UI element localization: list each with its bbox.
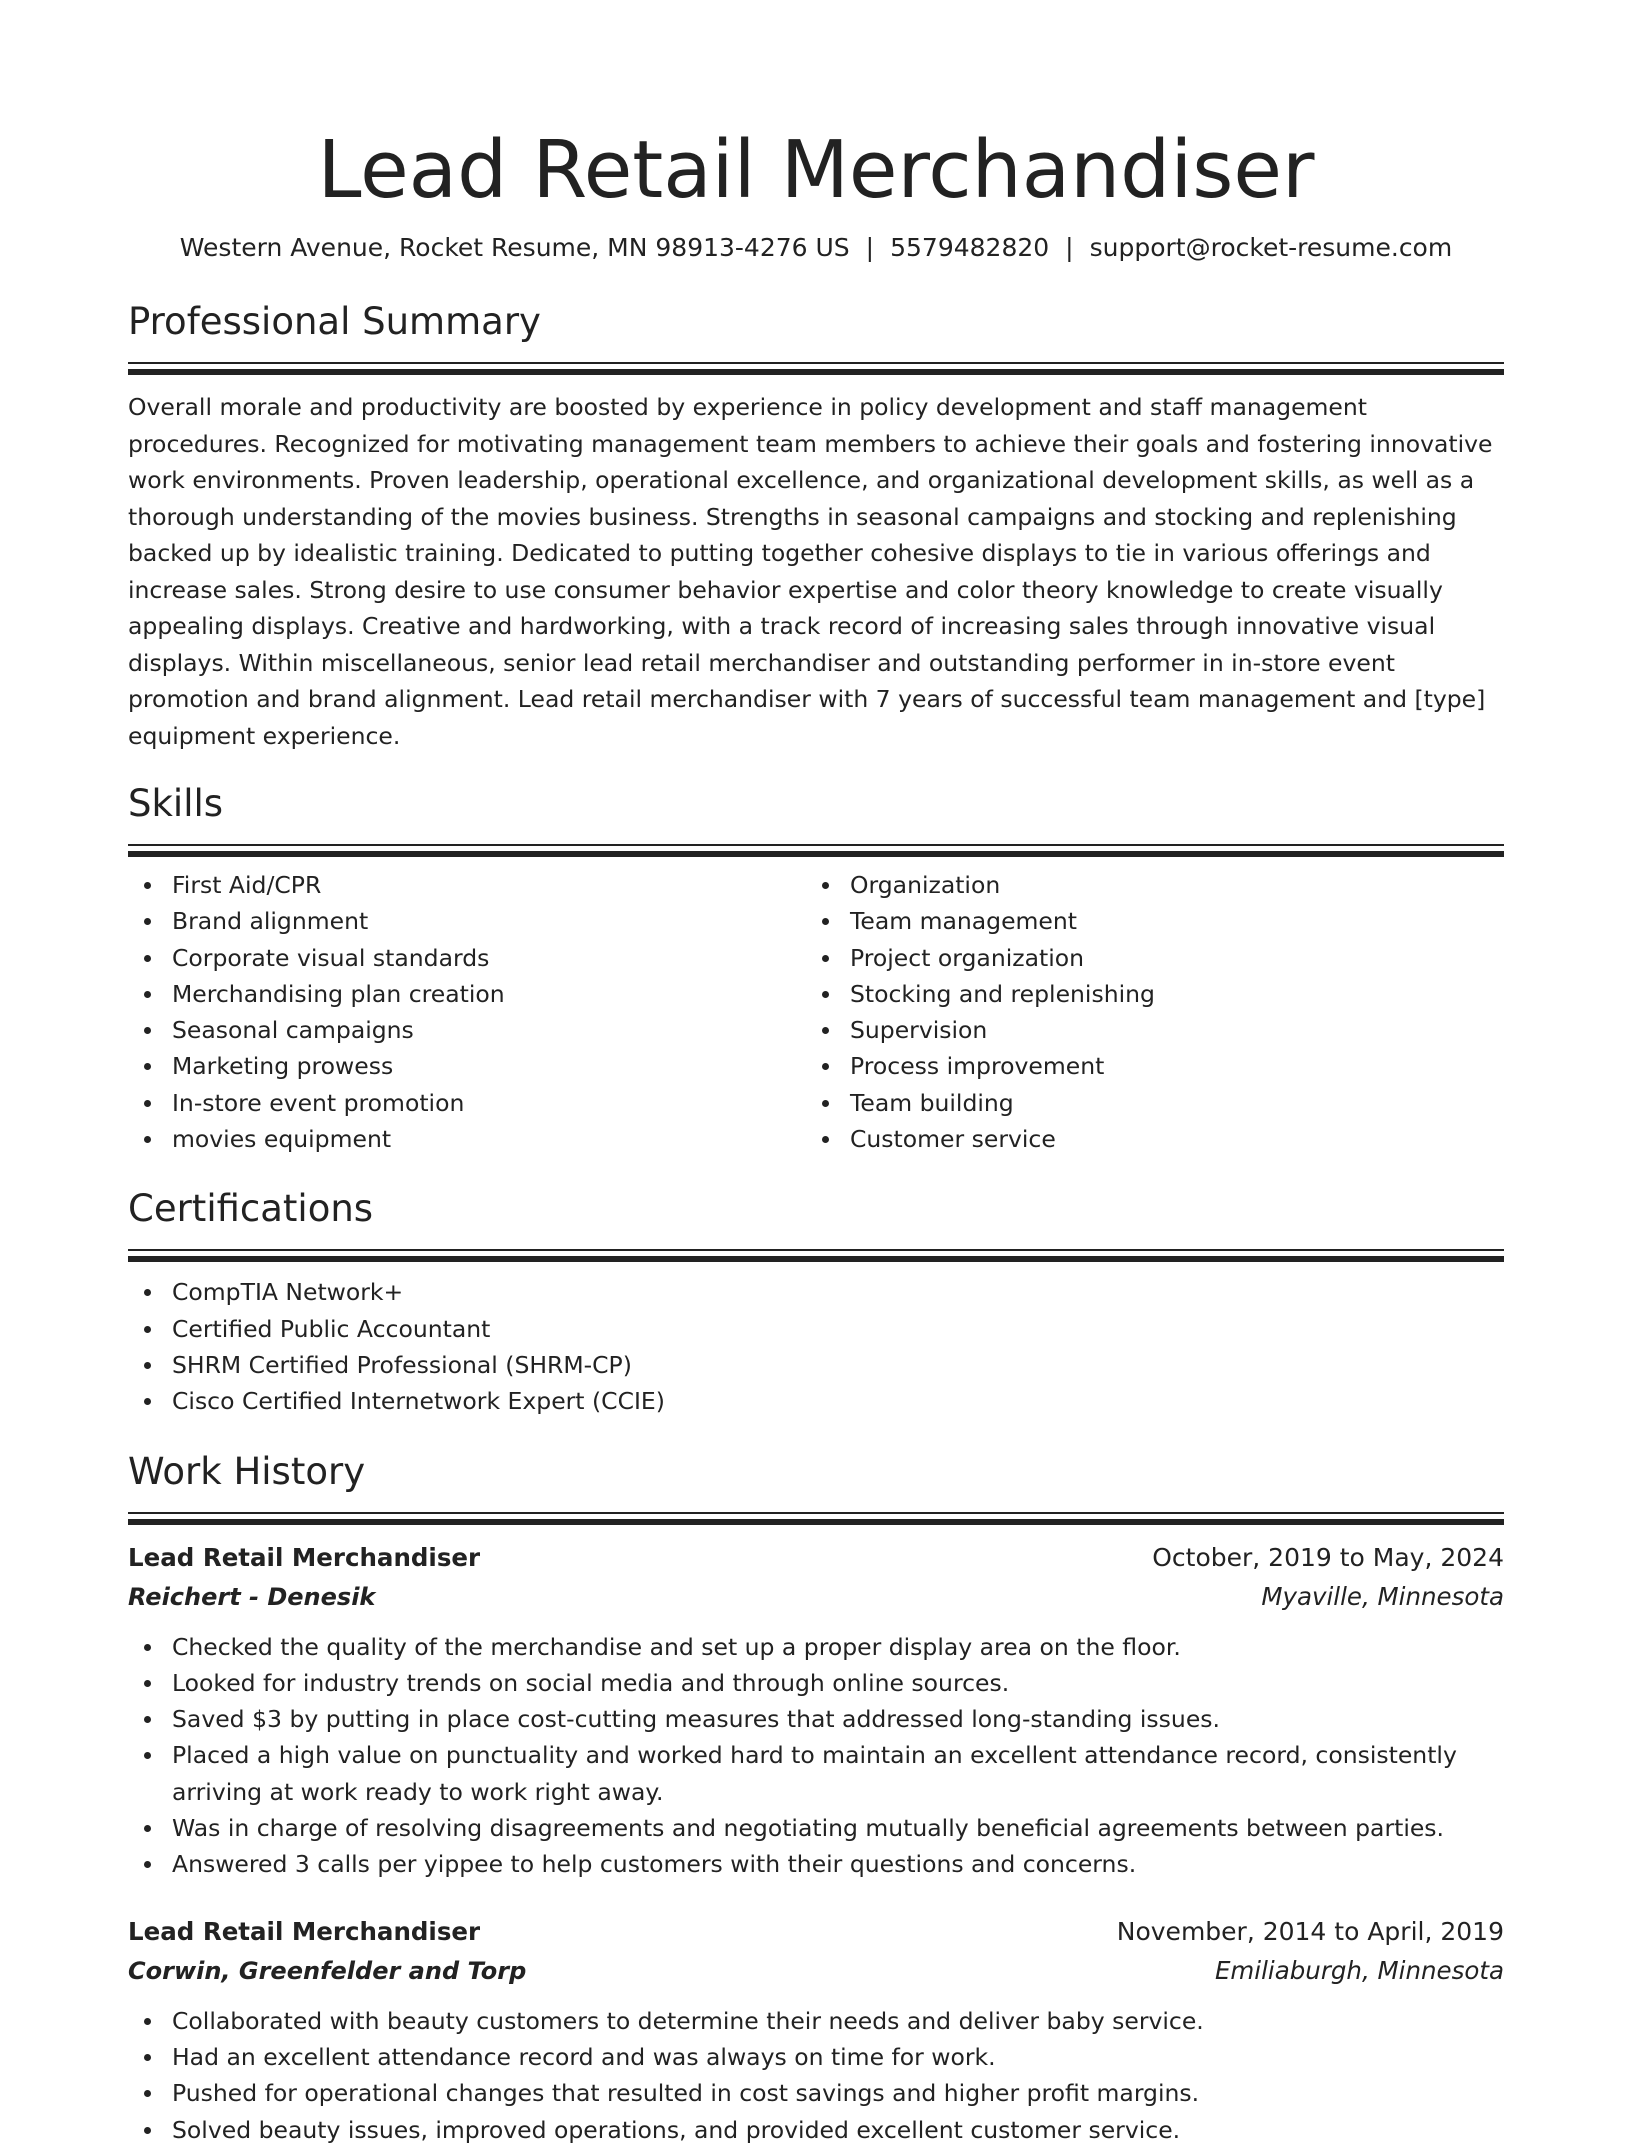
job-dates: October, 2019 to May, 2024 (1152, 1542, 1504, 1572)
bullet-icon (822, 918, 829, 925)
certification-item: Cisco Certified Internetwork Expert (CCIE) (128, 1383, 1504, 1419)
job-duty-item: Had an excellent attendance record and was always on time for work. (128, 2039, 1504, 2075)
skills-list-right (806, 867, 1484, 1157)
section-divider-thick (128, 1256, 1504, 1262)
skill-item: Project organization (806, 940, 1484, 976)
bullet-icon (144, 991, 151, 998)
job-duty-item: Was in charge of resolving disagreements and negotiating mutually beneficial agreements between parties. (128, 1810, 1504, 1846)
section-divider-thick (128, 851, 1504, 857)
job-entry (128, 1539, 1504, 1883)
skill-item: Supervision (806, 1012, 1484, 1048)
bullet-icon (144, 1825, 151, 1832)
contact-phone: 5579482820 (890, 233, 1050, 262)
skill-item: Brand alignment (128, 903, 806, 939)
bullet-icon (144, 1716, 151, 1723)
job-duties-list (128, 2003, 1504, 2148)
bullet-icon (144, 2018, 151, 2025)
skill-item: Organization (806, 867, 1484, 903)
section-divider-thick (128, 369, 1504, 375)
skill-item: Stocking and replenishing (806, 976, 1484, 1012)
contact-separator: | (865, 233, 875, 262)
resume-page (128, 0, 1504, 2148)
skill-item: Team building (806, 1085, 1484, 1121)
contact-email: support@rocket-resume.com (1089, 233, 1453, 262)
resume-title: Lead Retail Merchandiser (317, 124, 1315, 216)
job-duty-item: Pushed for operational changes that resulted in cost savings and higher profit margins. (128, 2075, 1504, 2111)
bullet-icon (144, 1136, 151, 1143)
bullet-icon (822, 955, 829, 962)
summary-heading: Professional Summary (128, 300, 541, 343)
certifications-section (128, 1185, 1504, 1419)
bullet-icon (822, 1027, 829, 1034)
contact-address: Western Avenue, Rocket Resume, MN 98913-4276 US (179, 233, 850, 262)
bullet-icon (144, 1027, 151, 1034)
bullet-icon (822, 991, 829, 998)
section-divider (128, 1512, 1504, 1514)
bullet-icon (144, 918, 151, 925)
skills-column-right (806, 867, 1484, 1157)
job-duty-item: Checked the quality of the merchandise and set up a proper display area on the floor. (128, 1629, 1504, 1665)
job-duty-item: Solved beauty issues, improved operations, and provided excellent customer service. (128, 2112, 1504, 2148)
skill-item: Corporate visual standards (128, 940, 806, 976)
section-divider (128, 362, 1504, 364)
work-history-section (128, 1448, 1504, 2148)
bullet-icon (144, 1326, 151, 1333)
skill-item: Merchandising plan creation (128, 976, 806, 1012)
certifications-heading: Certifications (128, 1187, 374, 1231)
job-location: Myaville, Minnesota (1261, 1581, 1504, 1611)
certifications-list (128, 1274, 1504, 1419)
skill-item: Customer service (806, 1121, 1484, 1157)
summary-text: Overall morale and productivity are boosted by experience in policy development and staff management procedures. Recognized for motivating management team members to achieve their goals and fostering innovative work environments. Proven leadership, operational excellence, and organizational development skills, as well as a thorough understanding of the movies business. Strengths in seasonal campaigns and stocking and replenishing backed up by idealistic training. Dedicated to putting together cohesive displays to tie in various offerings and increase sales. Strong desire to use consumer behavior expertise and color theory knowledge to create visually appealing displays. Creative and hardworking, with a track record of increasing sales through innovative visual displays. Within miscellaneous, senior lead retail merchandiser and outstanding performer in in-store event promotion and brand alignment. Lead retail merchandiser with 7 years of successful team management and [type] equipment experience. (128, 393, 1493, 750)
job-location: Emiliaburgh, Minnesota (1214, 1955, 1504, 1985)
bullet-icon (144, 1644, 151, 1651)
certification-item: CompTIA Network+ (128, 1274, 1504, 1310)
bullet-icon (822, 1100, 829, 1107)
job-company-row (128, 1577, 1504, 1617)
skills-columns (128, 867, 1504, 1157)
skill-item: Team management (806, 903, 1484, 939)
bullet-icon (144, 1063, 151, 1070)
work-history-heading: Work History (128, 1449, 366, 1493)
bullet-icon (822, 882, 829, 889)
skill-item: Marketing prowess (128, 1048, 806, 1084)
section-divider (128, 1249, 1504, 1251)
job-company: Corwin, Greenfelder and Torp (128, 1956, 527, 1985)
bullet-icon (144, 882, 151, 889)
bullet-icon (144, 2054, 151, 2061)
bullet-icon (144, 2090, 151, 2097)
bullet-icon (144, 1289, 151, 1296)
section-divider-thick (128, 1519, 1504, 1525)
job-title: Lead Retail Merchandiser (128, 1916, 481, 1946)
bullet-icon (144, 1362, 151, 1369)
job-header-row (128, 1913, 1504, 1951)
job-title: Lead Retail Merchandiser (128, 1542, 481, 1572)
skill-item: Process improvement (806, 1048, 1484, 1084)
skill-item: In-store event promotion (128, 1085, 806, 1121)
skills-heading: Skills (128, 782, 224, 825)
skills-column-left (128, 867, 806, 1157)
job-duties-list (128, 1629, 1504, 1883)
bullet-icon (144, 2127, 151, 2134)
contact-line (128, 232, 1504, 264)
skills-section (128, 780, 1504, 1157)
summary-section (128, 298, 1504, 754)
skill-item: movies equipment (128, 1121, 806, 1157)
bullet-icon (144, 1100, 151, 1107)
job-header-row (128, 1539, 1504, 1577)
certification-item: SHRM Certified Professional (SHRM-CP) (128, 1347, 1504, 1383)
certification-item: Certified Public Accountant (128, 1311, 1504, 1347)
bullet-icon (822, 1136, 829, 1143)
bullet-icon (144, 1861, 151, 1868)
job-duty-item: Placed a high value on punctuality and worked hard to maintain an excellent attendance record, consistently arriving at work ready to work right away. (128, 1737, 1504, 1810)
bullet-icon (144, 955, 151, 962)
skill-item: First Aid/CPR (128, 867, 806, 903)
job-company: Reichert - Denesik (128, 1582, 376, 1611)
bullet-icon (144, 1680, 151, 1687)
job-company-row (128, 1951, 1504, 1991)
skill-item: Seasonal campaigns (128, 1012, 806, 1048)
section-divider (128, 844, 1504, 846)
job-entry (128, 1913, 1504, 2148)
bullet-icon (144, 1398, 151, 1405)
bullet-icon (822, 1063, 829, 1070)
skills-list-left (128, 867, 806, 1157)
job-dates: November, 2014 to April, 2019 (1116, 1916, 1504, 1946)
bullet-icon (144, 1752, 151, 1759)
job-duty-item: Answered 3 calls per yippee to help customers with their questions and concerns. (128, 1846, 1504, 1882)
job-duty-item: Saved $3 by putting in place cost-cutting measures that addressed long-standing issues. (128, 1701, 1504, 1737)
contact-separator: | (1065, 233, 1074, 262)
job-duty-item: Looked for industry trends on social media and through online sources. (128, 1665, 1504, 1701)
job-duty-item: Collaborated with beauty customers to determine their needs and deliver baby service. (128, 2003, 1504, 2039)
